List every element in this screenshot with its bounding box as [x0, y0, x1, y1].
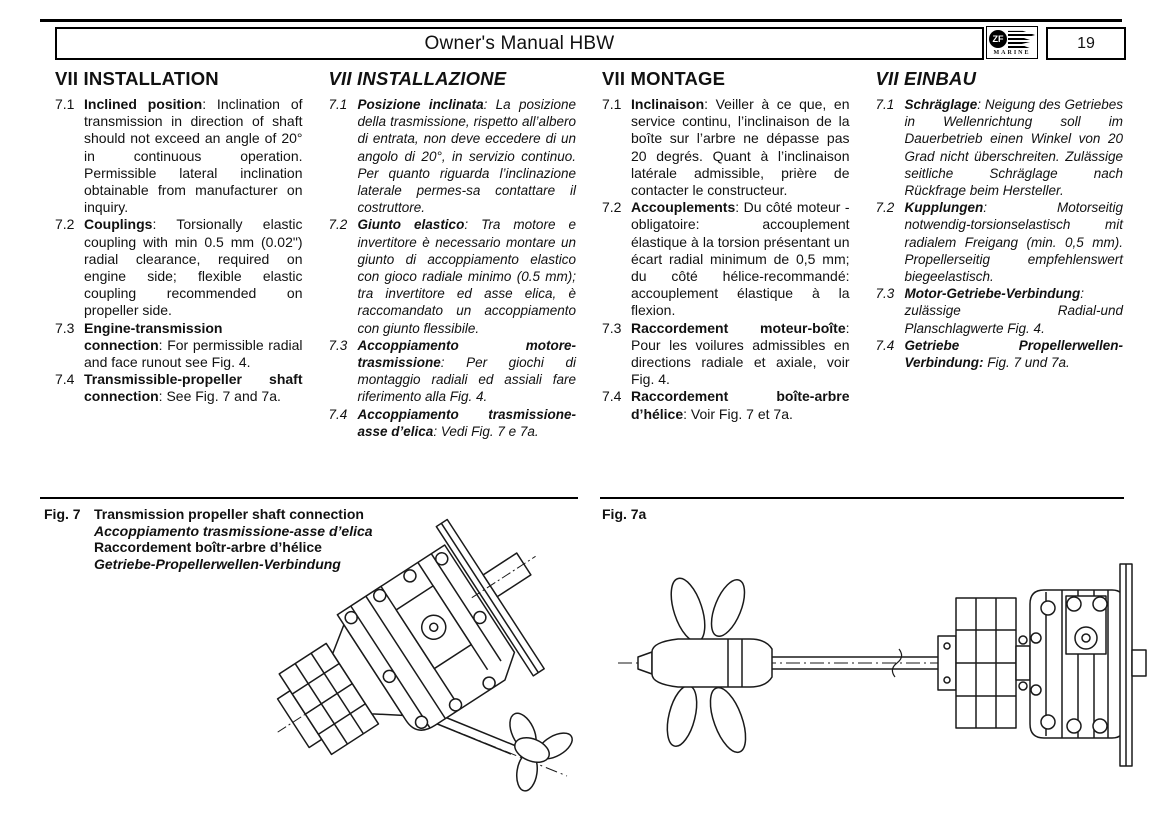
section-7-3-fr [602, 320, 850, 389]
fig7-drawing [265, 518, 595, 796]
item-number: 7.1 [875, 97, 895, 112]
item-number: 7.2 [602, 199, 622, 216]
item-number: 7.4 [55, 371, 75, 388]
item-number: 7.2 [328, 217, 348, 233]
column-english [55, 68, 303, 440]
item-label: Schräglage [904, 97, 978, 112]
item-number: 7.1 [602, 96, 622, 112]
fig7a-caption [602, 506, 646, 522]
item-text: : Motorseitig notwendig-torsionselastisch mit radialem Freigang (min. 0,5 mm). Propellerseitig empfehlenswert biegeelastisch. [904, 200, 1123, 285]
column-italian [329, 68, 577, 440]
zf-logo-circle-icon [989, 30, 1007, 48]
item-text: : See Fig. 7 and 7a. [158, 388, 281, 405]
item-label: Inclinaison [631, 96, 705, 112]
text-columns [55, 68, 1123, 440]
section-7-2-fr [602, 199, 850, 319]
item-label: Engine-transmission connection [84, 319, 223, 353]
item-text: Fig. 7 und 7a. [983, 355, 1070, 371]
page-number: 19 [1077, 34, 1095, 52]
item-number: 7.3 [55, 319, 75, 336]
fig7a-transmission-illustration [600, 538, 1148, 786]
column-german [876, 68, 1124, 440]
item-text: : La posizione della trasmissione, rispetto all’albero di entrata, non deve eccedere di un angolo di 20°, in servizio continuo. Per quanto riguarda l’inclinazione laterale permes-sa contattare il costruttore. [357, 97, 577, 216]
section-7-4-de [876, 337, 1124, 371]
fig7-caption-fr: Raccordement boîtr-arbre d’hélice [94, 539, 322, 555]
figure-separator-right [600, 497, 1124, 499]
item-number: 7.2 [875, 200, 895, 216]
item-number: 7.4 [328, 406, 348, 422]
column-heading-german: VII EINBAU [875, 68, 977, 89]
item-number: 7.3 [328, 337, 348, 353]
item-label: Transmissible-propeller shaft connection [84, 371, 303, 405]
fig7-caption-en: Transmission propeller shaft connection [94, 506, 364, 522]
item-label: Inclined position [84, 96, 203, 112]
section-7-1-it [329, 96, 577, 216]
item-label: Posizione inclinata [357, 97, 484, 112]
fig7-caption-it: Accoppiamento trasmissione-asse d’elica [94, 522, 373, 539]
fig7a-label: Fig. 7a [602, 506, 647, 522]
item-text: : Pour les voilures admissibles en directions radiale et axiale, voir Fig. 4. [631, 319, 850, 388]
item-number: 7.1 [328, 97, 348, 112]
fig7a-drawing [600, 538, 1148, 786]
section-7-2-de [876, 199, 1124, 285]
zf-logo-text: ZF [992, 34, 1004, 44]
item-text: : Neigung des Getriebes in Wellenrichtung soll im Dauerbetrieb einen Winkel von 20 Grad nicht überschreiten. Zulässige seitliche Schräglage nach Rückfrage beim Hersteller. [904, 97, 1123, 199]
item-label: Getriebe Propellerwellen-Verbindung: [904, 337, 1123, 371]
section-7-3-en [55, 320, 303, 372]
item-label: Accouplements [631, 199, 736, 216]
item-label: Accoppiamento trasmissione-asse d’elica [357, 406, 576, 439]
header-title-box [55, 27, 984, 60]
section-7-3-de [876, 285, 1124, 337]
item-text: : For permissible radial and face runout see Fig. 4. [84, 336, 303, 371]
item-number: 7.3 [875, 286, 895, 302]
section-7-3-it [329, 337, 577, 406]
item-label: Raccordement boîte-arbre d’hélice [631, 388, 850, 422]
item-text: : Tra motore e invertitore è necessario montare un giunto di accoppiamento elastico con gioco radiale minimo (0.5 mm); tra invertitore ed asse elica, è raccomandato un accoppiamento con giunto flessibile. [357, 217, 577, 336]
item-text: : zulässige Radial-und Planschlagwerte Fig. 4. [904, 286, 1123, 336]
column-heading-french: VII MONTAGE [602, 68, 726, 89]
column-french [602, 68, 850, 440]
page-number-box [1046, 27, 1126, 60]
top-rule [40, 19, 1122, 22]
item-text: : Per giochi di montaggio radiali ed assiali fare riferimento alla Fig. 4. [357, 355, 576, 405]
item-text: : Inclination of transmission in direction of shaft should not exceed an angle of 20° in continuous operation. Permissible lateral inclination obtainable from manufacturer on inquiry. [84, 96, 303, 216]
section-7-2-en [55, 216, 303, 319]
item-text: : Voir Fig. 7 et 7a. [683, 405, 793, 422]
section-7-1-fr [602, 96, 850, 199]
item-label: Kupplungen [904, 200, 984, 216]
item-number: 7.4 [875, 337, 895, 353]
section-7-4-en [55, 371, 303, 405]
fig7-transmission-illustration [265, 518, 595, 796]
section-7-4-it [329, 406, 577, 440]
item-label: Couplings [84, 216, 153, 233]
fig7-caption-de: Getriebe-Propellerwellen-Verbindung [94, 555, 341, 572]
section-7-4-fr [602, 388, 850, 422]
item-text: : Torsionally elastic coupling with min 0.5 mm (0.02") radial clearance, required on engine side; flexible elastic coupling recommended on propeller side. [84, 216, 303, 319]
item-label: Giunto elastico [357, 217, 465, 233]
page-title: Owner's Manual HBW [424, 32, 615, 54]
section-7-2-it [329, 216, 577, 336]
column-heading-english: VII INSTALLATION [55, 68, 219, 89]
item-number: 7.3 [602, 319, 622, 336]
zf-logo-marine-text: MARINE [993, 50, 1031, 56]
fig7-label: Fig. 7 [44, 506, 81, 522]
column-heading-italian: VII INSTALLAZIONE [328, 68, 507, 89]
item-label: Accoppiamento motore-trasmissione [357, 337, 576, 371]
item-number: 7.4 [602, 388, 622, 405]
item-label: Raccordement moteur-boîte [631, 319, 846, 336]
item-text: : Vedi Fig. 7 e 7a. [433, 423, 539, 439]
item-number: 7.2 [55, 216, 75, 233]
item-text: : Veiller à ce que, en service continu, l’inclinaison de la boîte sur l’arbre ne dépasse pas 20 degrés. Quant à l’inclinaison latérale admissible, prière de contacter le constructeur. [631, 96, 850, 199]
item-number: 7.1 [55, 96, 75, 112]
section-7-1-de [876, 96, 1124, 199]
zf-marine-logo [986, 26, 1038, 59]
figure-separator-left [40, 497, 578, 499]
item-text: : Du côté moteur -obligatoire: accouplement élastique à la torsion présentant un écart radial minimum de 0,5 mm; du côté hélice-recommandé: accouplement élastique à la flexion. [631, 199, 850, 319]
zf-logo-stripes-icon [1008, 30, 1035, 48]
item-label: Motor-Getriebe-Verbindung [904, 286, 1081, 302]
section-7-1-en [55, 96, 303, 216]
